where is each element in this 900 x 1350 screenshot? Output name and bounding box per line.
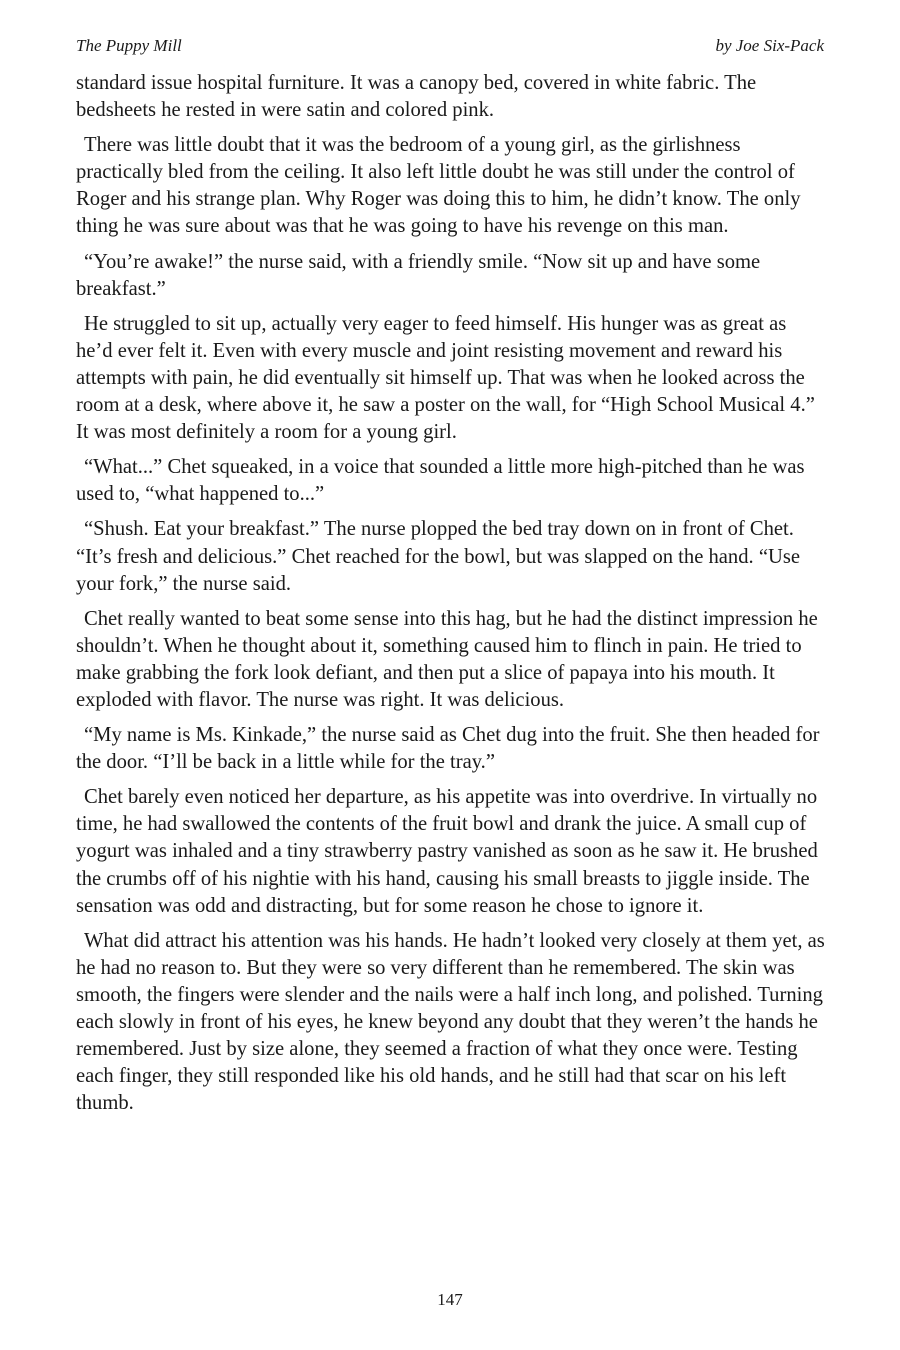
body-text — [76, 70, 825, 1125]
paragraph: “My name is Ms. Kinkade,” the nurse said as Chet dug into the fruit. She then headed for the door. “I’ll be back in a little while for the tray.” — [76, 724, 820, 774]
paragraph: Chet really wanted to beat some sense into this hag, but he had the distinct impression he shouldn’t. When he thought about it, something caused him to flinch in pain. He tried to make grabbing the fork look defiant, and then put a slice of papaya into his mouth. It exploded with flavor. The nurse was right. It was delicious. — [76, 607, 818, 711]
page-number: 147 — [437, 1290, 463, 1309]
author-name: by Joe Six-Pack — [715, 36, 824, 55]
paragraph: What did attract his attention was his hands. He hadn’t looked very closely at them yet, as he had no reason to. But they were so very different than he remembered. The skin was smooth, the fingers were slender and the nails were a half inch long, and polished. Turning each slowly in front of his eyes, he knew beyond any doubt that they weren’t the hands he remembered. Just by size alone, they seemed a fraction of what they once were. Testing each finger, they still responded like his old hands, and he still had that scar on his left thumb. — [76, 929, 825, 1115]
book-title: The Puppy Mill — [76, 36, 182, 55]
paragraph: There was little doubt that it was the bedroom of a young girl, as the girlishness practically bled from the ceiling. It also left little doubt he was still under the control of Roger and his strange plan. Why Roger was doing this to him, he didn’t know. The only thing he was sure about was that he was going to have his revenge on this man. — [76, 134, 801, 238]
running-header — [76, 36, 824, 60]
paragraph: standard issue hospital furniture. It was a canopy bed, covered in white fabric. The bedsheets he rested in were satin and colored pink. — [76, 72, 757, 122]
paragraph: Chet barely even noticed her departure, as his appetite was into overdrive. In virtually no time, he had swallowed the contents of the fruit bowl and drank the juice. A small cup of yogurt was inhaled and a tiny strawberry pastry vanished as soon as he saw it. He brushed the crumbs off of his nightie with his hand, causing his small breasts to jiggle inside. The sensation was odd and distracting, but for some reason he chose to ignore it. — [76, 786, 818, 917]
paragraph: He struggled to sit up, actually very eager to feed himself. His hunger was as great as he’d ever felt it. Even with every muscle and joint resisting movement and reward his attempts with pain, he did eventually sit himself up. That was when he looked across the room at a desk, where above it, he saw a poster on the wall, for “High School Musical 4.” It was most definitely a room for a young girl. — [76, 312, 815, 444]
paragraph: “You’re awake!” the nurse said, with a friendly smile. “Now sit up and have some breakfast.” — [76, 250, 761, 300]
paragraph: “Shush. Eat your breakfast.” The nurse plopped the bed tray down on in front of Chet. “It’s fresh and delicious.” Chet reached for the bowl, but was slapped on the hand. “Use your fork,” the nurse said. — [76, 518, 800, 595]
paragraph: “What...” Chet squeaked, in a voice that sounded a little more high-pitched than he was used to, “what happened to...” — [76, 456, 805, 506]
